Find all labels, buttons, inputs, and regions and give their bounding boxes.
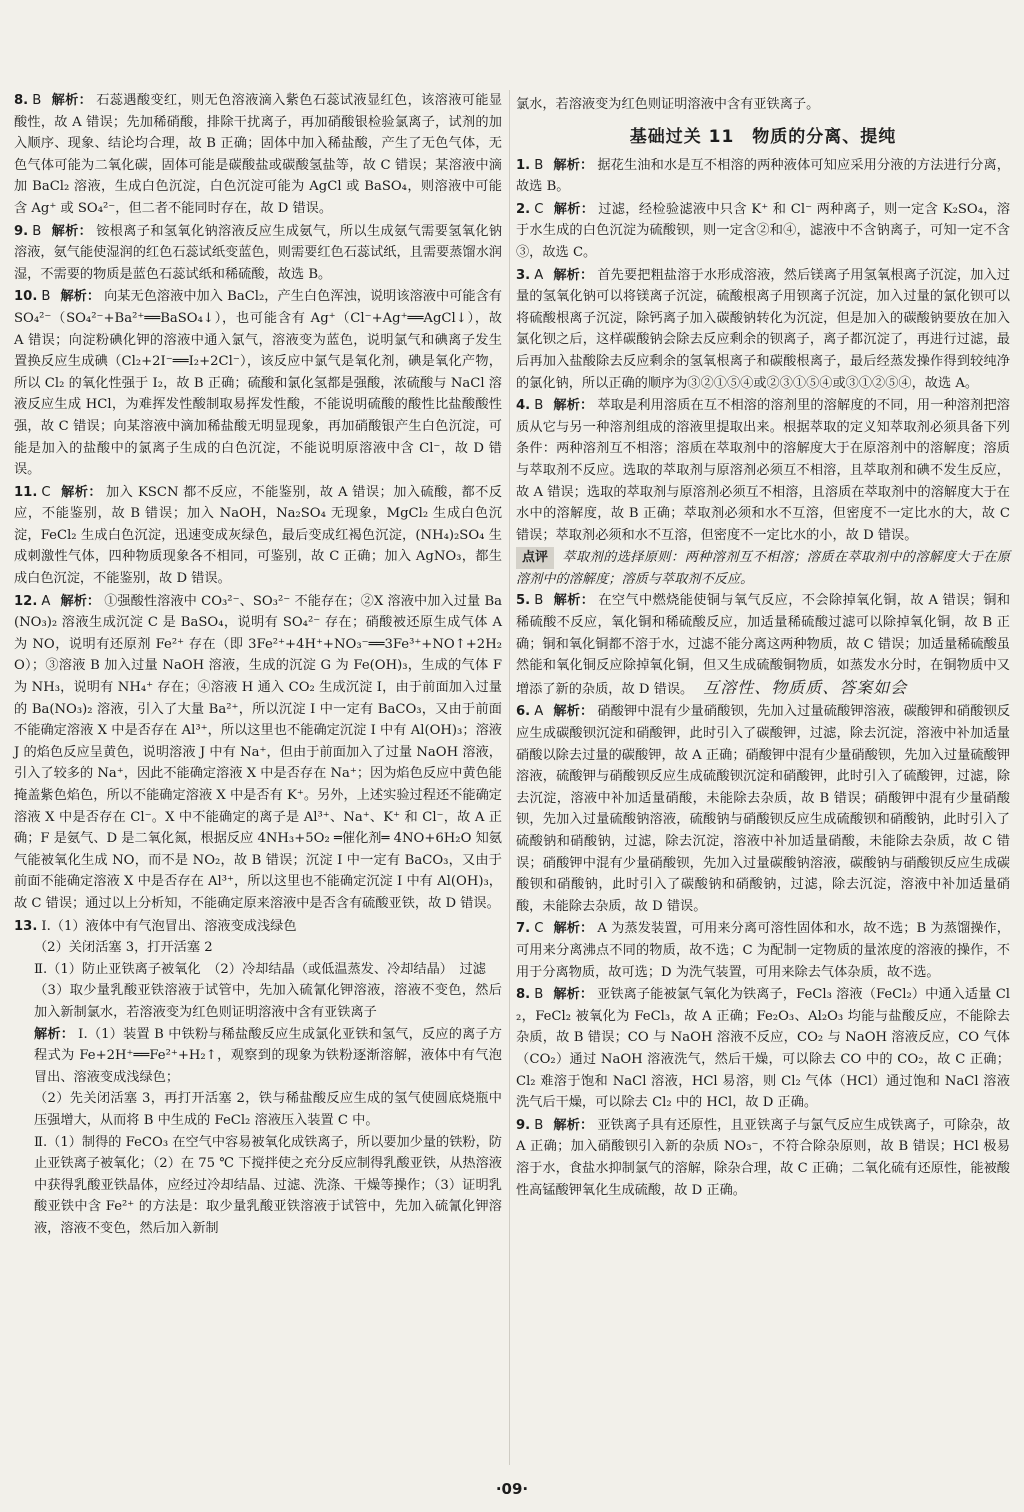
item-answer: C (534, 201, 544, 217)
item-number: 1. (516, 157, 531, 173)
answer-item (516, 1115, 1010, 1201)
analysis-label: 解析： (553, 593, 595, 609)
analysis-text: 在空气中燃烧能使铜与氧气反应，不会除掉氧化铜，故 A 错误；铜和稀硫酸不反应，氧化铜和稀硫酸反应，加适量稀硫酸过滤可以除掉氧化铜，故 B 正确；铜和氧化铜都不溶于水，过滤不能分离这两种物质，故 C 错误；加适量稀硫酸虽然能和氧化铜反应除掉氧化铜，但又生成硫酸铜物质，如蒸发水分时，在铜物质中又增添了新的杂质，故 D 错误。 (516, 593, 1011, 697)
item-number: 2. (516, 201, 531, 217)
answer-item (14, 591, 502, 915)
analysis-label: 解析： (60, 484, 103, 500)
continuation-text: 氯水，若溶液变为红色则证明溶液中含有亚铁离子。 (516, 97, 820, 112)
item-number: 9. (516, 1117, 531, 1133)
answer-item (516, 918, 1010, 983)
item-number: 9. (14, 223, 29, 239)
answer-item-13 (14, 916, 502, 1240)
analysis-text: 向某无色溶液中加入 BaCl₂，产生白色浑浊，说明该溶液中可能含有 SO₄²⁻（SO₄²⁻+Ba²⁺══BaSO₄↓），也可能含有 Ag⁺（Cl⁻+Ag⁺══AgCl↓），故 A 错误；向淀粉碘化钾的溶液中通入氯气，溶液变为蓝色，说明氯气和碘离子发生置换反应生成碘（Cl₂+2I⁻══I₂+2Cl⁻），该反应中氯气是氧化剂，碘是氧化产物，所以 Cl₂ 的氧化性强于 I₂，故 B 正确；硫酸和氯化氢都是强酸，浓硫酸与 NaCl 溶液反应生成 HCl，为难挥发性酸制取易挥发性酸，不能说明硫酸的酸性比盐酸酸性强，故 C 错误；向某溶液中滴加稀盐酸无明显现象，再加硝酸银产生白色沉淀，可能是加入的盐酸中的氯离子生成的白色沉淀，不能说明原溶液中含 Cl⁻，故 D 错误。 (14, 289, 502, 478)
item-answer: B (32, 223, 42, 239)
answer-item (14, 286, 502, 480)
answer-item (516, 199, 1010, 264)
item-number: 8. (14, 93, 29, 108)
item-number: 4. (516, 398, 531, 414)
right-item-list (516, 155, 1010, 547)
answer-item (516, 701, 1010, 917)
analysis-label: 解析： (553, 398, 594, 414)
item13-analysis-2: Ⅱ.（1）制得的 FeCO₃ 在空气中容易被氧化成铁离子，所以要加少量的铁粉，防止亚铁离子被氧化；（2）在 75 ℃ 下搅拌使之充分反应制得乳酸亚铁，从热溶液中获得乳酸亚铁晶体，应经过冷却结晶、过滤、洗涤、干燥等操作；（3）证明乳酸亚铁中含 Fe²⁺ 的方法是：取少量乳酸亚铁溶液于试管中，先加入硫氰化钾溶液，溶液不变色，然后加入新制 (34, 1134, 502, 1236)
page-number: ·09· (495, 1480, 529, 1498)
analysis-text: 据花生油和水是互不相溶的两种液体可知应采用分液的方法进行分离，故选 B。 (516, 157, 1010, 195)
analysis-label: 解析： (553, 704, 594, 720)
answer-item (14, 90, 502, 220)
analysis-label: 解析： (553, 267, 594, 283)
item-number: 6. (516, 704, 531, 720)
column-divider (509, 90, 510, 1465)
handwritten-note: 互溶性、物质质、答案如会 (703, 677, 908, 697)
item-answer: B (534, 987, 544, 1003)
item-answer: B (41, 289, 51, 305)
item-answer: A (534, 704, 544, 720)
item13-analysis-1: （2）先关闭活塞 3，再打开活塞 2，铁与稀盐酸反应生成的氢气使圆底烧瓶中压强增大，从而将 B 中生成的 FeCl₂ 溶液压入装置 C 中。 (34, 1091, 502, 1128)
review-note (516, 547, 1010, 590)
item-answer: C (534, 921, 544, 937)
right-column (516, 94, 1010, 1202)
note-tag: 点评 (516, 547, 554, 569)
item13-line-2: Ⅱ.（1）防止亚铁离子被氧化 （2）冷却结晶（或低温蒸发、冷却结晶） 过滤 (34, 961, 486, 977)
analysis-label: 解析： (553, 987, 594, 1003)
item-number: 13. (14, 918, 38, 934)
analysis-text: 亚铁离子能被氯气氧化为铁离子，FeCl₃ 溶液（FeCl₂）中通入适量 Cl₂，FeCl₂ 被氧化为 FeCl₃，故 A 正确；Fe₂O₃、Al₂O₃ 均能与盐酸反应，不能除去杂质，故 B 错误；CO 与 NaOH 溶液不反应，CO₂ 与 NaOH 溶液反应，CO 气体（CO₂）通过 NaOH 溶液洗气，然后干燥，可以除去 CO 中的 CO₂，故 C 正确；Cl₂ 难溶于饱和 NaCl 溶液，HCl 易溶，则 Cl₂ 气体（HCl）通过饱和 NaCl 溶液洗气后干燥，可以除去 Cl₂ 中的 HCl，故 D 正确。 (516, 987, 1011, 1111)
analysis-label: 解析： (553, 157, 594, 173)
item13-line-0: Ⅰ.（1）液体中有气泡冒出、溶液变成浅绿色 (41, 918, 297, 934)
item-number: 7. (516, 921, 531, 937)
item-number: 5. (516, 593, 531, 609)
note-text: 萃取剂的选择原则：两种溶剂互不相溶；溶质在萃取剂中的溶解度大于在原溶剂中的溶解度；溶质与萃取剂不反应。 (516, 550, 1010, 587)
item-answer: A (41, 593, 51, 609)
right-item-list-2 (516, 590, 1010, 1201)
item13-line-1: （2）关闭活塞 3，打开活塞 2 (34, 940, 213, 956)
item-number: 11. (14, 484, 38, 500)
analysis-label: 解析： (60, 593, 101, 609)
answer-item (516, 590, 1010, 700)
analysis-label: 解析： (553, 1117, 594, 1133)
left-item-list (14, 90, 502, 915)
analysis-label: 解析： (51, 223, 93, 239)
analysis-label: 解析： (34, 1026, 75, 1042)
item-answer: B (534, 1117, 544, 1133)
section-title: 基础过关 11 物质的分离、提纯 (629, 126, 897, 147)
left-column (14, 90, 502, 1240)
analysis-text: A 为蒸发装置，可用来分离可溶性固体和水，故不选；B 为蒸馏操作，可用来分离沸点不同的物质，故不选；C 为配制一定物质的量浓度的溶液的操作，不用于分离物质，故可选；D 为洗气装置，可用来除去气体杂质，故不选。 (516, 921, 1010, 980)
analysis-text: 加入 KSCN 都不反应，不能鉴别，故 A 错误；加入硫酸，都不反应，不能鉴别，故 B 错误；加入 NaOH，Na₂SO₄ 无现象，MgCl₂ 生成白色沉淀，FeCl₂ 生成白色沉淀，迅速变成灰绿色，最后变成红褐色沉淀，(NH₄)₂SO₄ 生成刺激性气体，四种物质现象各不相同，可鉴别，故 C 正确；加入 AgNO₃，都生成白色沉淀，不能鉴别，故 D 错误。 (14, 484, 502, 587)
analysis-text: ①强酸性溶液中 CO₃²⁻、SO₃²⁻ 不能存在；②X 溶液中加入过量 Ba(NO₃)₂ 溶液生成沉淀 C 是 BaSO₄，说明有 SO₄²⁻ 存在；硝酸被还原生成气体 A 为 NO，说明有还原剂 Fe²⁺ 存在（即 3Fe²⁺+4H⁺+NO₃⁻══3Fe³⁺+NO↑+2H₂O）；③溶液 B 加入过量 NaOH 溶液，生成的沉淀 G 为 Fe(OH)₃，生成的气体 F 为 NH₃，说明有 NH₄⁺ 存在；④溶液 H 通入 CO₂ 生成沉淀 I，由于前面加入过量的 Ba(NO₃)₂ 溶液，引入了大量 Ba²⁺，所以沉淀 I 中一定有 BaCO₃，又由于前面不能确定溶液 X 中是否存在 Al³⁺，所以这里也不能确定沉淀 I 中有 Al(OH)₃；溶液 J 的焰色反应呈黄色，说明溶液 J 中有 Na⁺，但由于前面加入了过量 NaOH 溶液，引入了较多的 Na⁺，因此不能确定溶液 X 中是否存在 Na⁺；因为焰色反应中黄色能掩盖紫色焰色，所以不能确定溶液 X 中是否有 K⁺。另外，上述实验过程还不能确定溶液 X 中是否存在 Cl⁻。X 中不能确定的离子是 Al³⁺、Na⁺、K⁺ 和 Cl⁻，故 A 正确；F 是氨气、D 是二氧化氮，根据反应 4NH₃+5O₂ ═催化剂═ 4NO+6H₂O 知氨气能被氧化生成 NO，而不是 NO₂，故 B 错误；沉淀 I 中一定有 BaCO₃，又由于前面不能确定溶液 X 中是否存在 Al³⁺，所以这里也不能确定沉淀 I 中有 Al(OH)₃，故 C 错误；通过以上分析知，不能确定原来溶液中是否含有硫酸亚铁，故 D 错误。 (14, 593, 503, 911)
item-number: 10. (14, 289, 38, 305)
answer-item (516, 395, 1010, 546)
item-answer: A (534, 267, 544, 283)
analysis-text: 石蕊遇酸变红，则无色溶液滴入紫色石蕊试液显红色，该溶液可能显酸性，故 A 错误；先加稀硝酸，排除干扰离子，再加硝酸银检验氯离子，试剂的加入顺序、现象、结论均合理，故 B 正确；固体中加入稀盐酸，产生了无色气体，无色气体可能为二氧化碳，固体可能是碳酸盐或碳酸氢盐等，故 C 错误；某溶液中滴加 BaCl₂ 溶液，生成白色沉淀，白色沉淀可能为 AgCl 或 BaSO₄，则溶液中可能含 Ag⁺ 或 SO₄²⁻，但二者不能同时存在，故 D 错误。 (14, 93, 503, 216)
analysis-text: 首先要把粗盐溶于水形成溶液，然后镁离子用氢氧根离子沉淀，加入过量的氢氧化钠可以将镁离子沉淀，硫酸根离子用钡离子沉淀，加入过量的氯化钡可以将硫酸根离子沉淀，除钙离子加入碳酸钠转化为沉淀，但是加入的碳酸钠要放在加入氯化钡之后，这样碳酸钠会除去反应剩余的钡离子，离子都沉淀了，再进行过滤，最后再加入盐酸除去反应剩余的氢氧根离子和碳酸根离子，最后经蒸发操作得到较纯净的氯化钠，所以正确的顺序为③②①⑤④或②③①⑤④或③①②⑤④，故选 A。 (516, 267, 1011, 391)
analysis-text: 亚铁离子具有还原性，且亚铁离子与氯气反应生成铁离子，可除杂，故 A 正确；加入硝酸钡引入新的杂质 NO₃⁻，不符合除杂原则，故 B 错误；HCl 极易溶于水，食盐水抑制氯气的溶解，除杂合理，故 C 正确；二氧化硫有还原性，能被酸性高锰酸钾氧化生成硫酸，故 D 正确。 (516, 1117, 1010, 1198)
analysis-label: 解析： (553, 921, 594, 937)
item-answer: B (534, 593, 544, 609)
answer-item (14, 221, 502, 286)
answer-item (516, 984, 1010, 1114)
answer-item (516, 265, 1010, 395)
item-answer: B (534, 398, 544, 414)
item-number: 8. (516, 987, 531, 1003)
item13-line-3: （3）取少量乳酸亚铁溶液于试管中，先加入硫氰化钾溶液，溶液不变色，然后加入新制氯水，若溶液变为红色则证明溶液中含有亚铁离子 (34, 983, 502, 1020)
analysis-label: 解析： (51, 93, 93, 108)
item-number: 3. (516, 267, 531, 283)
analysis-text: 铵根离子和氢氧化钠溶液反应生成氨气，所以生成氨气需要氢氧化钠溶液，氨气能使湿润的红色石蕊试纸变蓝色，则需要红色石蕊试纸，且需要蒸馏水润湿，不需要的物质是蓝色石蕊试纸和稀硫酸，故选 B。 (14, 223, 503, 282)
item13-analysis-0: Ⅰ.（1）装置 B 中铁粉与稀盐酸反应生成氯化亚铁和氢气，反应的离子方程式为 Fe+2H⁺══Fe²⁺+H₂↑，观察到的现象为铁粉逐渐溶解，液体中有气泡冒出、溶液变成浅绿色； (34, 1026, 502, 1085)
analysis-text: 硝酸钾中混有少量硝酸钡，先加入过量硫酸钾溶液，碳酸钾和硝酸钡反应生成碳酸钡沉淀和硝酸钾，此时引入了碳酸钾，过滤，除去沉淀，溶液中补加适量硝酸以除去过量的碳酸钾，故 A 正确；硝酸钾中混有少量硝酸钡，先加入过量硫酸钾溶液，硫酸钾与硝酸钡反应生成硫酸钡沉淀和硝酸钾，此时引入了硫酸钾，过滤，除去沉淀，溶液中补加适量硝酸，未能除去杂质，故 B 错误；硝酸钾中混有少量硝酸钡，先加入过量硫酸钠溶液，硫酸钠与硝酸钡反应生成硫酸钡和硝酸钠，此时引入了硫酸钠和硝酸钠，过滤，除去沉淀，溶液中补加适量硝酸，未能除去杂质，故 C 错误；硝酸钾中混有少量硝酸钡，先加入过量碳酸钠溶液，碳酸钠与硝酸钡反应生成碳酸钡和硝酸钠，此时引入了碳酸钠和硝酸钠，过滤，除去沉淀，溶液中补加适量硝酸，未能除去杂质，故 D 错误。 (516, 704, 1011, 914)
analysis-text: 萃取是利用溶质在互不相溶的溶剂里的溶解度的不同，用一种溶剂把溶质从它与另一种溶剂组成的溶液里提取出来。根据萃取的定义知萃取剂必须具备下列条件：两种溶剂互不相溶；溶质在萃取剂中的溶解度大于在原溶剂中的溶解度；溶质与萃取剂不反应。选取的萃取剂与原溶剂必须互不相溶，且萃取剂和碘不发生反应，故 A 错误；选取的萃取剂与原溶剂必须互不相溶，且溶质在萃取剂中的溶解度大于在水中的溶解度，故 B 正确；萃取剂必须和水不互溶，但密度不一定比水的大，故 C 错误；萃取剂必须和水不互溶，但密度不一定比水的小，故 D 错误。 (516, 398, 1010, 543)
analysis-text: 过滤，经检验滤液中只含 K⁺ 和 Cl⁻ 两种离子，则一定含 K₂SO₄，溶于水生成的白色沉淀为硫酸钡，则一定含②和④，滤液中不含钠离子，可知一定不含③，故选 C。 (516, 201, 1011, 260)
item-answer: C (41, 484, 51, 500)
item-answer: B (534, 157, 544, 173)
answer-item (14, 482, 502, 590)
analysis-label: 解析： (60, 289, 101, 305)
answer-item (516, 155, 1010, 198)
item-answer: B (32, 93, 42, 108)
analysis-label: 解析： (553, 201, 595, 217)
item-number: 12. (14, 593, 38, 609)
